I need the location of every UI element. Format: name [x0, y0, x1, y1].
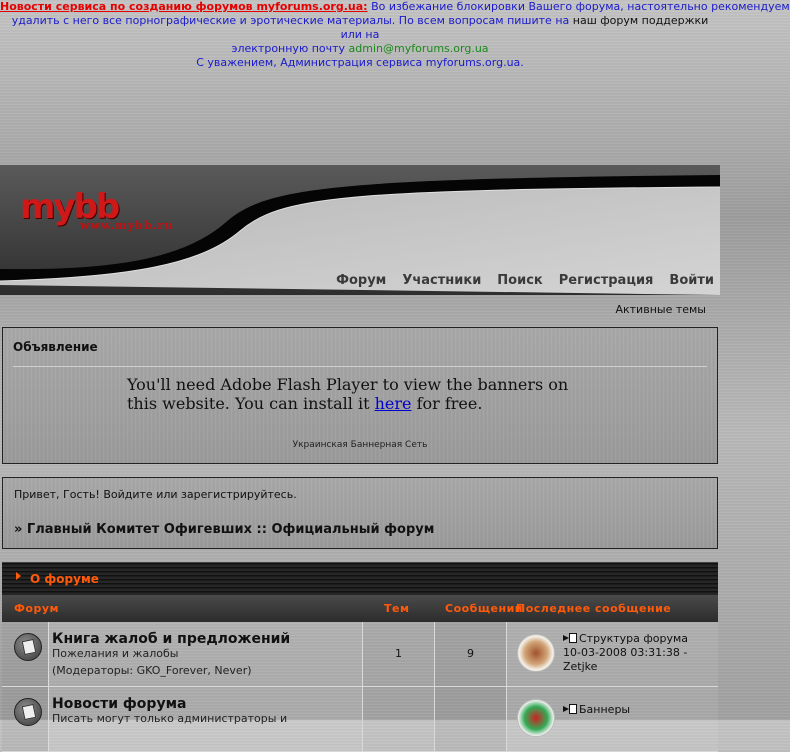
flash-text: You'll need Adobe Flash Player to view the banners on this website. You can install it	[127, 375, 569, 413]
col-topics: Тем	[384, 602, 410, 615]
support-forum-link[interactable]: наш форум поддержки	[572, 14, 709, 27]
forum-read-icon	[14, 698, 42, 726]
last-post-topic-link[interactable]: Баннеры	[579, 703, 631, 716]
main-navigation	[336, 273, 714, 288]
posts-count: 9	[467, 647, 474, 660]
last-post-author[interactable]: Zetjke	[563, 660, 598, 673]
forum-moderators: (Модераторы: GKO_Forever, Never)	[52, 664, 252, 677]
guest-greeting: Привет, Гость! Войдите или зарегистрируйтесь.	[14, 488, 297, 501]
forum-cell	[48, 687, 363, 752]
announcement-title: Объявление	[13, 340, 98, 354]
table-header	[2, 595, 718, 622]
flash-install-link[interactable]: here	[374, 394, 412, 413]
posts-count-cell	[435, 687, 507, 752]
avatar[interactable]	[517, 634, 555, 672]
site-header	[0, 165, 720, 295]
last-post-topic-link[interactable]: Структура форума	[579, 632, 689, 645]
nav-forum[interactable]: Форум	[336, 273, 387, 288]
mybb-logo[interactable]	[20, 189, 180, 237]
nav-register[interactable]: Регистрация	[558, 273, 654, 288]
col-last-post: Последнее сообщение	[516, 602, 672, 615]
service-notice	[0, 0, 790, 165]
last-post-cell	[507, 687, 718, 752]
avatar[interactable]	[517, 699, 555, 737]
topics-count-cell	[363, 687, 435, 752]
divider	[13, 366, 707, 367]
col-forum: Форум	[14, 602, 60, 615]
forum-read-icon	[14, 633, 42, 661]
last-post-date: 10-03-2008 03:31:38 -	[563, 646, 688, 659]
notice-text: удалить с него все порнографические и эротические материалы. По всем вопросам пишите на	[11, 14, 573, 27]
logo-site: www.mybb.ru	[80, 219, 174, 232]
last-post-icon[interactable]	[563, 704, 577, 714]
category-name[interactable]: О форуме	[30, 572, 99, 586]
collapse-arrow-icon[interactable]	[16, 572, 21, 580]
notice-text: или на	[340, 28, 380, 41]
table-row	[2, 687, 718, 751]
forum-status-cell	[2, 687, 49, 752]
forum-description: Писать могут только администраторы и	[52, 712, 288, 725]
announcement-panel	[2, 327, 718, 464]
topics-count: 1	[395, 647, 402, 660]
forum-description: Пожелания и жалобы	[52, 647, 179, 660]
active-topics-link[interactable]: Активные темы	[615, 303, 706, 316]
table-row	[2, 622, 718, 686]
banner-network-label: Украинская Баннерная Сеть	[292, 440, 428, 450]
nav-members[interactable]: Участники	[402, 273, 482, 288]
col-posts: Сообщений	[445, 602, 524, 615]
flash-text: for free.	[411, 394, 483, 413]
notice-signature: С уважением, Администрация сервиса myforums.org.ua.	[196, 56, 524, 69]
topics-count-cell	[363, 622, 435, 687]
notice-text: Во избежание блокировки Вашего форума, настоятельно рекомендуем	[367, 0, 790, 13]
logo-brand: mybb	[20, 187, 119, 227]
notice-text: электронную почту	[231, 42, 349, 55]
flash-banner-message	[127, 375, 587, 413]
category-header	[2, 562, 718, 595]
posts-count-cell	[435, 622, 507, 687]
email-link[interactable]: admin@myforums.org.ua	[348, 42, 489, 55]
breadcrumb[interactable]: » Главный Комитет Офигевших :: Официальный форум	[14, 522, 435, 537]
last-post-icon[interactable]	[563, 633, 577, 643]
forum-status-cell	[2, 622, 49, 687]
nav-login[interactable]: Войти	[669, 273, 714, 288]
nav-search[interactable]: Поиск	[497, 273, 543, 288]
news-headline-link[interactable]: Новости сервиса по созданию форумов myforums.org.ua:	[0, 0, 368, 13]
welcome-panel	[2, 477, 718, 549]
last-post-cell	[507, 622, 718, 687]
forum-title-link[interactable]: Книга жалоб и предложений	[52, 631, 291, 647]
forum-cell	[48, 622, 363, 687]
forum-title-link[interactable]: Новости форума	[52, 696, 187, 712]
